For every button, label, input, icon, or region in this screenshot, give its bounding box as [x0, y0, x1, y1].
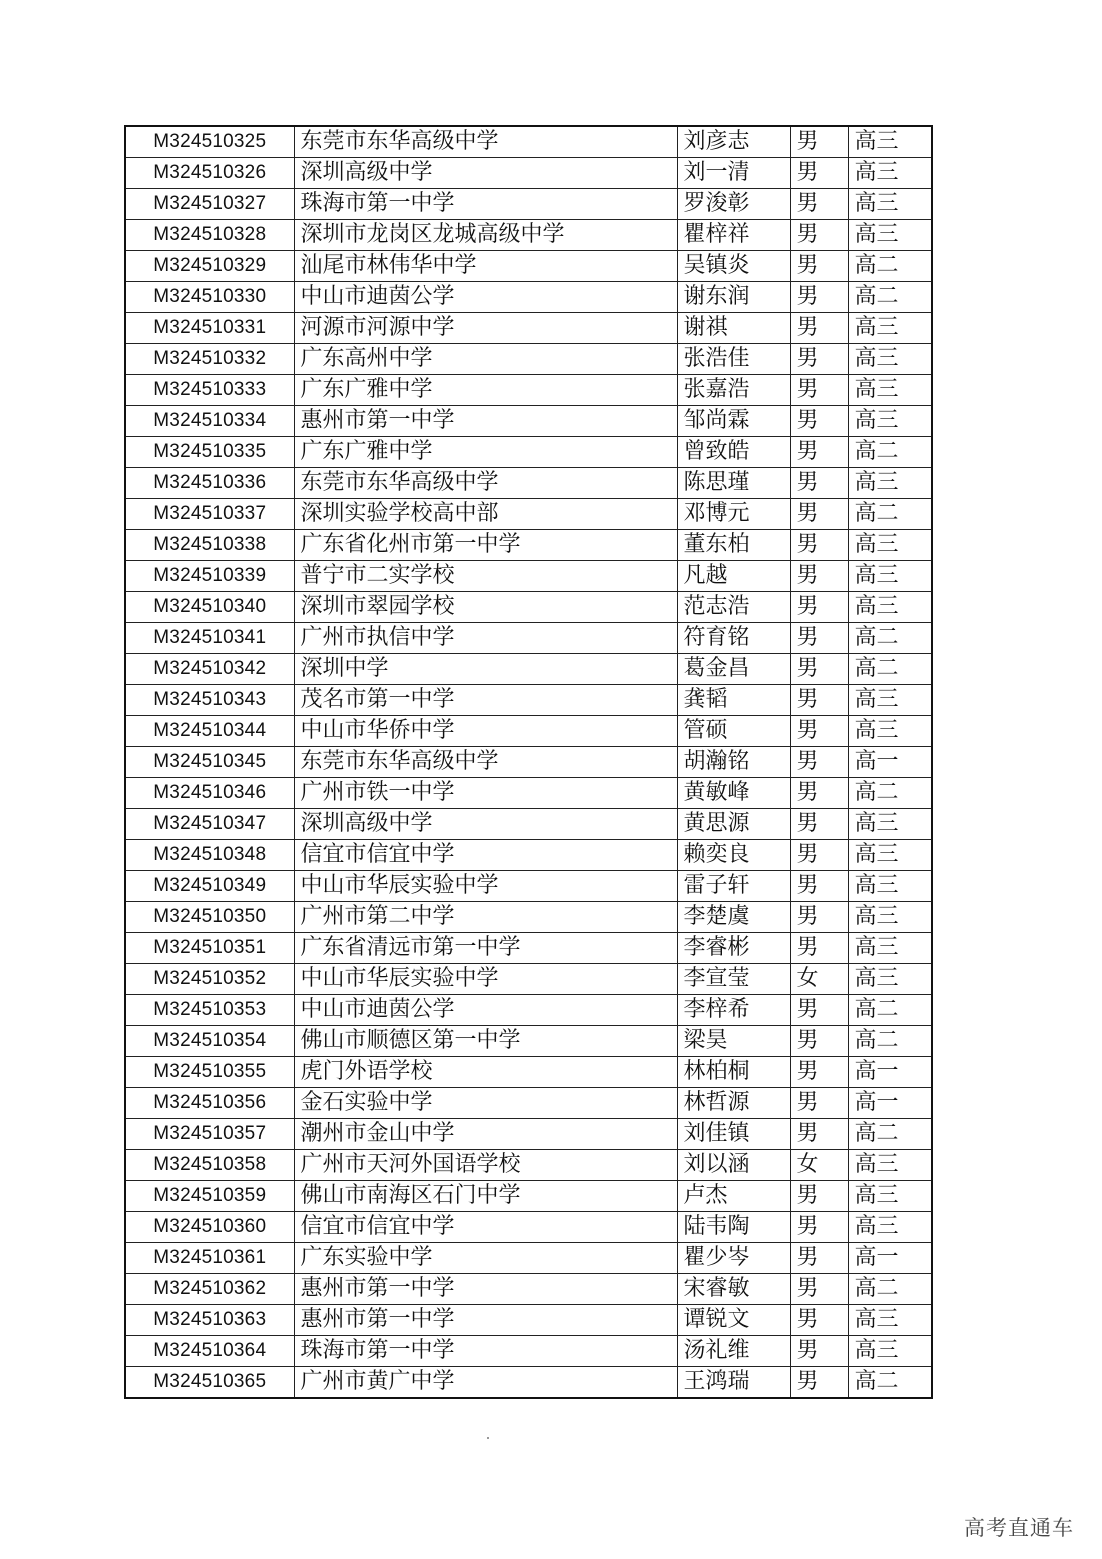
student-name: 符育铭: [677, 623, 790, 654]
table-row: [125, 1305, 932, 1336]
student-id: M324510353: [125, 995, 294, 1026]
gender: 男: [790, 592, 848, 623]
gender: 男: [790, 282, 848, 313]
grade: 高二: [848, 995, 932, 1026]
school-name: 广州市执信中学: [294, 623, 677, 654]
student-id: M324510358: [125, 1150, 294, 1181]
watermark: 高考直通车: [964, 1516, 1074, 1540]
table-row: [125, 1274, 932, 1305]
student-name: 刘以涵: [677, 1150, 790, 1181]
student-name: 李宣莹: [677, 964, 790, 995]
grade: 高三: [848, 964, 932, 995]
table-row: [125, 499, 932, 530]
table-row: [125, 375, 932, 406]
student-name: 罗浚彰: [677, 189, 790, 220]
school-name: 东莞市东华高级中学: [294, 747, 677, 778]
student-name: 刘佳镇: [677, 1119, 790, 1150]
school-name: 佛山市顺德区第一中学: [294, 1026, 677, 1057]
gender: 男: [790, 840, 848, 871]
student-id: M324510334: [125, 406, 294, 437]
grade: 高二: [848, 282, 932, 313]
school-name: 广东广雅中学: [294, 437, 677, 468]
school-name: 金石实验中学: [294, 1088, 677, 1119]
student-id: M324510341: [125, 623, 294, 654]
student-name: 瞿梓祥: [677, 220, 790, 251]
school-name: 深圳高级中学: [294, 158, 677, 189]
student-name: 黄敏峰: [677, 778, 790, 809]
table-row: [125, 1212, 932, 1243]
student-id: M324510354: [125, 1026, 294, 1057]
table-row: [125, 964, 932, 995]
student-id: M324510337: [125, 499, 294, 530]
school-name: 惠州市第一中学: [294, 1305, 677, 1336]
school-name: 普宁市二实学校: [294, 561, 677, 592]
table-row: [125, 592, 932, 623]
school-name: 广州市天河外国语学校: [294, 1150, 677, 1181]
student-id: M324510343: [125, 685, 294, 716]
school-name: 东莞市东华高级中学: [294, 468, 677, 499]
scan-artifact: [487, 1437, 489, 1439]
gender: 男: [790, 406, 848, 437]
student-name: 胡瀚铭: [677, 747, 790, 778]
gender: 男: [790, 902, 848, 933]
grade: 高三: [848, 220, 932, 251]
grade: 高二: [848, 251, 932, 282]
school-name: 深圳高级中学: [294, 809, 677, 840]
student-id: M324510331: [125, 313, 294, 344]
student-name: 卢杰: [677, 1181, 790, 1212]
grade: 高一: [848, 747, 932, 778]
gender: 男: [790, 778, 848, 809]
grade: 高三: [848, 406, 932, 437]
grade: 高三: [848, 1336, 932, 1367]
student-name: 雷子轩: [677, 871, 790, 902]
gender: 男: [790, 685, 848, 716]
gender: 男: [790, 809, 848, 840]
student-name: 汤礼维: [677, 1336, 790, 1367]
table-row: [125, 1243, 932, 1274]
table-row: [125, 468, 932, 499]
table-row: [125, 313, 932, 344]
student-name: 陈思瑾: [677, 468, 790, 499]
grade: 高二: [848, 1274, 932, 1305]
student-name: 李楚虞: [677, 902, 790, 933]
student-id: M324510364: [125, 1336, 294, 1367]
gender: 男: [790, 933, 848, 964]
student-name: 瞿少岑: [677, 1243, 790, 1274]
school-name: 中山市迪茵公学: [294, 282, 677, 313]
school-name: 潮州市金山中学: [294, 1119, 677, 1150]
table-row: [125, 561, 932, 592]
school-name: 广东高州中学: [294, 344, 677, 375]
grade: 高三: [848, 344, 932, 375]
grade: 高二: [848, 499, 932, 530]
gender: 男: [790, 220, 848, 251]
gender: 男: [790, 1367, 848, 1399]
student-name: 刘一清: [677, 158, 790, 189]
student-id: M324510339: [125, 561, 294, 592]
grade: 高三: [848, 1181, 932, 1212]
student-id: M324510342: [125, 654, 294, 685]
student-name: 林柏桐: [677, 1057, 790, 1088]
student-id: M324510352: [125, 964, 294, 995]
student-id: M324510325: [125, 126, 294, 158]
student-id: M324510345: [125, 747, 294, 778]
gender: 男: [790, 189, 848, 220]
student-id: M324510336: [125, 468, 294, 499]
school-name: 珠海市第一中学: [294, 189, 677, 220]
gender: 女: [790, 964, 848, 995]
student-id: M324510338: [125, 530, 294, 561]
table-row: [125, 995, 932, 1026]
school-name: 茂名市第一中学: [294, 685, 677, 716]
grade: 高三: [848, 840, 932, 871]
roster-table: [124, 125, 933, 1399]
gender: 男: [790, 468, 848, 499]
student-id: M324510326: [125, 158, 294, 189]
student-name: 梁昊: [677, 1026, 790, 1057]
school-name: 广州市黄广中学: [294, 1367, 677, 1399]
gender: 男: [790, 1088, 848, 1119]
table-row: [125, 189, 932, 220]
table-row: [125, 933, 932, 964]
student-id: M324510332: [125, 344, 294, 375]
student-name: 曾致皓: [677, 437, 790, 468]
school-name: 广州市第二中学: [294, 902, 677, 933]
student-id: M324510350: [125, 902, 294, 933]
table-row: [125, 809, 932, 840]
gender: 男: [790, 995, 848, 1026]
grade: 高三: [848, 468, 932, 499]
grade: 高三: [848, 685, 932, 716]
table-row: [125, 1336, 932, 1367]
table-row: [125, 871, 932, 902]
school-name: 深圳市翠园学校: [294, 592, 677, 623]
gender: 男: [790, 561, 848, 592]
grade: 高一: [848, 1057, 932, 1088]
table-row: [125, 685, 932, 716]
school-name: 虎门外语学校: [294, 1057, 677, 1088]
school-name: 深圳中学: [294, 654, 677, 685]
school-name: 广东省化州市第一中学: [294, 530, 677, 561]
table-row: [125, 902, 932, 933]
grade: 高三: [848, 1150, 932, 1181]
table-row: [125, 654, 932, 685]
school-name: 东莞市东华高级中学: [294, 126, 677, 158]
student-name: 陆韦陶: [677, 1212, 790, 1243]
gender: 男: [790, 716, 848, 747]
school-name: 中山市华辰实验中学: [294, 871, 677, 902]
student-id: M324510359: [125, 1181, 294, 1212]
table-row: [125, 1150, 932, 1181]
gender: 男: [790, 1243, 848, 1274]
school-name: 惠州市第一中学: [294, 1274, 677, 1305]
grade: 高二: [848, 654, 932, 685]
student-id: M324510349: [125, 871, 294, 902]
gender: 男: [790, 654, 848, 685]
grade: 高三: [848, 375, 932, 406]
student-id: M324510355: [125, 1057, 294, 1088]
student-id: M324510330: [125, 282, 294, 313]
student-name: 葛金昌: [677, 654, 790, 685]
student-id: M324510328: [125, 220, 294, 251]
grade: 高三: [848, 902, 932, 933]
table-row: [125, 344, 932, 375]
school-name: 珠海市第一中学: [294, 1336, 677, 1367]
gender: 男: [790, 158, 848, 189]
gender: 男: [790, 251, 848, 282]
table-row: [125, 1057, 932, 1088]
school-name: 广东广雅中学: [294, 375, 677, 406]
student-name: 谭锐文: [677, 1305, 790, 1336]
student-name: 谢祺: [677, 313, 790, 344]
student-id: M324510333: [125, 375, 294, 406]
grade: 高三: [848, 1212, 932, 1243]
grade: 高二: [848, 437, 932, 468]
table-row: [125, 747, 932, 778]
grade: 高三: [848, 1305, 932, 1336]
student-name: 邹尚霖: [677, 406, 790, 437]
grade: 高三: [848, 871, 932, 902]
grade: 高三: [848, 592, 932, 623]
table-row: [125, 530, 932, 561]
grade: 高三: [848, 561, 932, 592]
school-name: 广东实验中学: [294, 1243, 677, 1274]
table-row: [125, 1367, 932, 1399]
gender: 男: [790, 126, 848, 158]
grade: 高二: [848, 778, 932, 809]
roster-body: [125, 126, 932, 1398]
table-row: [125, 251, 932, 282]
gender: 男: [790, 1212, 848, 1243]
student-name: 管硕: [677, 716, 790, 747]
table-row: [125, 840, 932, 871]
gender: 男: [790, 437, 848, 468]
student-id: M324510327: [125, 189, 294, 220]
table-row: [125, 282, 932, 313]
school-name: 惠州市第一中学: [294, 406, 677, 437]
grade: 高三: [848, 809, 932, 840]
gender: 男: [790, 1336, 848, 1367]
grade: 高二: [848, 1119, 932, 1150]
grade: 高一: [848, 1243, 932, 1274]
student-name: 黄思源: [677, 809, 790, 840]
student-id: M324510357: [125, 1119, 294, 1150]
student-id: M324510363: [125, 1305, 294, 1336]
grade: 高二: [848, 623, 932, 654]
student-id: M324510335: [125, 437, 294, 468]
table-row: [125, 623, 932, 654]
gender: 男: [790, 1274, 848, 1305]
student-name: 范志浩: [677, 592, 790, 623]
gender: 男: [790, 530, 848, 561]
student-name: 龚韬: [677, 685, 790, 716]
school-name: 河源市河源中学: [294, 313, 677, 344]
student-name: 邓博元: [677, 499, 790, 530]
student-id: M324510361: [125, 1243, 294, 1274]
student-id: M324510362: [125, 1274, 294, 1305]
table-row: [125, 778, 932, 809]
gender: 女: [790, 1150, 848, 1181]
table-row: [125, 437, 932, 468]
student-id: M324510351: [125, 933, 294, 964]
gender: 男: [790, 1305, 848, 1336]
school-name: 中山市迪茵公学: [294, 995, 677, 1026]
gender: 男: [790, 344, 848, 375]
student-id: M324510360: [125, 1212, 294, 1243]
grade: 高三: [848, 126, 932, 158]
gender: 男: [790, 1181, 848, 1212]
gender: 男: [790, 375, 848, 406]
gender: 男: [790, 1057, 848, 1088]
table-row: [125, 126, 932, 158]
gender: 男: [790, 1026, 848, 1057]
gender: 男: [790, 747, 848, 778]
student-id: M324510356: [125, 1088, 294, 1119]
grade: 高三: [848, 530, 932, 561]
school-name: 信宜市信宜中学: [294, 1212, 677, 1243]
table-row: [125, 220, 932, 251]
student-id: M324510344: [125, 716, 294, 747]
table-row: [125, 1119, 932, 1150]
student-name: 吴镇炎: [677, 251, 790, 282]
table-row: [125, 406, 932, 437]
school-name: 中山市华侨中学: [294, 716, 677, 747]
grade: 高一: [848, 1088, 932, 1119]
student-name: 宋睿敏: [677, 1274, 790, 1305]
student-name: 张浩佳: [677, 344, 790, 375]
gender: 男: [790, 871, 848, 902]
table-row: [125, 1088, 932, 1119]
student-name: 谢东润: [677, 282, 790, 313]
grade: 高三: [848, 189, 932, 220]
table-row: [125, 716, 932, 747]
student-id: M324510347: [125, 809, 294, 840]
school-name: 深圳市龙岗区龙城高级中学: [294, 220, 677, 251]
grade: 高二: [848, 1367, 932, 1399]
grade: 高三: [848, 313, 932, 344]
grade: 高二: [848, 1026, 932, 1057]
grade: 高三: [848, 716, 932, 747]
grade: 高三: [848, 933, 932, 964]
student-name: 李睿彬: [677, 933, 790, 964]
student-name: 刘彦志: [677, 126, 790, 158]
student-name: 董东柏: [677, 530, 790, 561]
student-name: 张嘉浩: [677, 375, 790, 406]
table-row: [125, 158, 932, 189]
student-name: 赖奕良: [677, 840, 790, 871]
student-id: M324510346: [125, 778, 294, 809]
school-name: 汕尾市林伟华中学: [294, 251, 677, 282]
student-name: 李梓希: [677, 995, 790, 1026]
table-row: [125, 1181, 932, 1212]
student-id: M324510329: [125, 251, 294, 282]
gender: 男: [790, 313, 848, 344]
student-id: M324510348: [125, 840, 294, 871]
school-name: 广州市铁一中学: [294, 778, 677, 809]
school-name: 深圳实验学校高中部: [294, 499, 677, 530]
student-id: M324510365: [125, 1367, 294, 1399]
school-name: 中山市华辰实验中学: [294, 964, 677, 995]
gender: 男: [790, 499, 848, 530]
gender: 男: [790, 1119, 848, 1150]
grade: 高三: [848, 158, 932, 189]
school-name: 佛山市南海区石门中学: [294, 1181, 677, 1212]
student-id: M324510340: [125, 592, 294, 623]
student-name: 王鸿瑞: [677, 1367, 790, 1399]
school-name: 信宜市信宜中学: [294, 840, 677, 871]
student-name: 凡越: [677, 561, 790, 592]
school-name: 广东省清远市第一中学: [294, 933, 677, 964]
table-row: [125, 1026, 932, 1057]
student-name: 林哲源: [677, 1088, 790, 1119]
gender: 男: [790, 623, 848, 654]
